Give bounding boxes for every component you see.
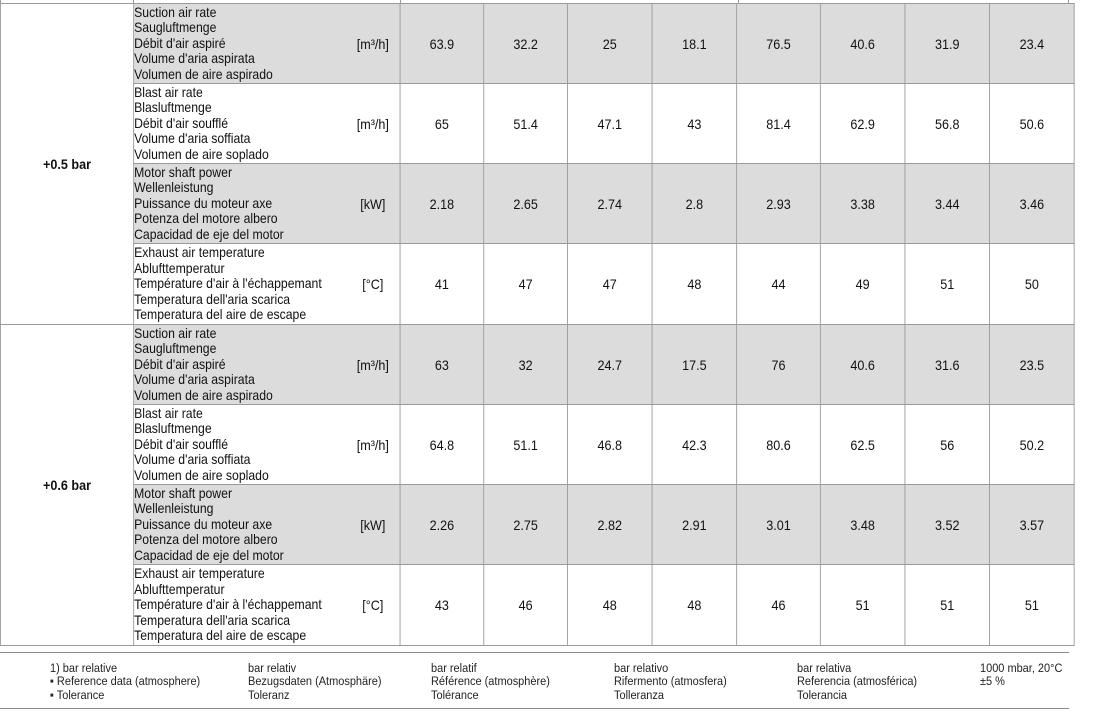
table-row: [0, 405, 1074, 485]
value-cell: 51.1: [484, 405, 568, 485]
value-cell: 2.91: [652, 485, 737, 565]
footnote-col-es: [797, 662, 917, 702]
value-cell: 47: [567, 244, 652, 325]
value-cell: 2.8: [652, 164, 737, 244]
unit-label: [m³/h]: [346, 405, 400, 485]
parameter-label-line: Saugluftmenge: [134, 341, 217, 357]
value-cell: 81.4: [737, 84, 821, 164]
value-cell: 23.5: [990, 325, 1075, 405]
parameter-label-line: Temperatura dell'aria scarica: [134, 291, 291, 307]
unit-label: [m³/h]: [346, 4, 400, 84]
footnote-col-de: [248, 662, 382, 702]
value-cell: 63.9: [400, 4, 484, 84]
parameter-label-line: Débit d'air aspiré: [134, 356, 226, 372]
parameter-label-line: Volume d'aria soffiata: [134, 131, 251, 147]
footnote-text: Tolleranza: [614, 687, 665, 702]
parameter-label-line: Wellenleistung: [134, 180, 214, 196]
footnote-text: ▪ Reference data (atmosphere): [50, 674, 201, 689]
value-cell: 18.1: [652, 4, 737, 84]
parameter-label-line: Débit d'air aspiré: [134, 35, 226, 51]
parameter-label-line: Blast air rate: [134, 405, 203, 421]
value-cell: 51: [990, 565, 1075, 646]
footnote-text: Tolérance: [431, 687, 479, 702]
unit-label: [°C]: [346, 565, 400, 646]
parameter-label-line: Puissance du moteur axe: [134, 516, 273, 532]
footnote-text: bar relativo: [614, 661, 669, 675]
value-cell: 51.4: [484, 84, 568, 164]
table-row: [0, 485, 1074, 565]
footnote-text: ▪ Tolerance: [50, 687, 105, 702]
value-cell: 56: [905, 405, 990, 485]
parameter-label-line: Potenza del motore albero: [134, 211, 278, 227]
footnote-divider: [0, 652, 1069, 653]
value-cell: 44: [737, 244, 821, 325]
parameter-label-line: Saugluftmenge: [134, 20, 217, 36]
parameter-label-line: Motor shaft power: [134, 164, 233, 180]
parameter-label-line: Blast air rate: [134, 84, 203, 100]
parameter-label-line: Capacidad de eje del motor: [134, 226, 284, 242]
parameter-label-line: Puissance du moteur axe: [134, 195, 273, 211]
footnote-text: Référence (atmosphère): [431, 674, 550, 689]
parameter-label-line: Ablufttemperatur: [134, 581, 225, 597]
value-cell: 31.6: [905, 325, 990, 405]
value-cell: 2.82: [567, 485, 652, 565]
parameter-label: [134, 164, 346, 244]
parameter-label: [134, 325, 346, 405]
value-cell: 43: [652, 84, 737, 164]
value-cell: 43: [400, 565, 484, 646]
value-cell: 25: [567, 4, 652, 84]
value-cell: 51: [820, 565, 905, 646]
parameter-label-line: Temperatura dell'aria scarica: [134, 612, 291, 628]
value-cell: 48: [567, 565, 652, 646]
value-cell: 42.3: [652, 405, 737, 485]
value-cell: 3.44: [905, 164, 990, 244]
value-cell: 50: [990, 244, 1075, 325]
value-cell: 56.8: [905, 84, 990, 164]
parameter-label-line: Exhaust air temperature: [134, 566, 265, 582]
footnote-text: bar relativ: [248, 661, 297, 675]
table-row: [0, 565, 1074, 646]
footnote-text: Bezugsdaten (Atmosphäre): [248, 674, 382, 689]
parameter-label-line: Volumen de aire aspirado: [134, 66, 273, 82]
pressure-label: +0.5 bar: [0, 4, 133, 325]
value-cell: 76.5: [737, 4, 821, 84]
value-cell: 76: [737, 325, 821, 405]
footnote-col-en: [50, 662, 200, 702]
table-row: [0, 4, 1074, 84]
value-cell: 51: [905, 565, 990, 646]
parameter-label: [134, 244, 346, 325]
parameter-label-line: Blasluftmenge: [134, 421, 212, 437]
value-cell: 2.93: [737, 164, 821, 244]
parameter-label-line: Exhaust air temperature: [134, 245, 265, 261]
value-cell: 3.52: [905, 485, 990, 565]
footnote-col-values: [980, 662, 1062, 689]
parameter-label-line: Suction air rate: [134, 4, 217, 20]
value-cell: 64.8: [400, 405, 484, 485]
value-cell: 48: [652, 244, 737, 325]
footnote-text: bar relativa: [797, 661, 852, 675]
footnote-text: Tolerancia: [797, 687, 848, 702]
footnote-text: 1000 mbar, 20°C: [980, 661, 1063, 675]
value-cell: 80.6: [737, 405, 821, 485]
value-cell: 62.9: [820, 84, 905, 164]
value-cell: 2.18: [400, 164, 484, 244]
unit-label: [m³/h]: [346, 325, 400, 405]
table-row: [0, 164, 1074, 244]
parameter-label-line: Volumen de aire aspirado: [134, 387, 273, 403]
parameter-label: [134, 485, 346, 565]
pressure-label: +0.6 bar: [0, 325, 133, 646]
value-cell: 40.6: [820, 325, 905, 405]
value-cell: 46: [484, 565, 568, 646]
parameter-label: [134, 405, 346, 485]
value-cell: 3.48: [820, 485, 905, 565]
unit-label: [kW]: [346, 164, 400, 244]
value-cell: 23.4: [990, 4, 1075, 84]
footnote-text: bar relatif: [431, 661, 477, 675]
footnote-text: 1) bar relative: [50, 661, 118, 675]
table-row: [0, 244, 1074, 325]
value-cell: 40.6: [820, 4, 905, 84]
value-cell: 2.75: [484, 485, 568, 565]
parameter-label-line: Température d'air à l'échappemant: [134, 276, 322, 292]
parameter-label-line: Volume d'aria soffiata: [134, 452, 251, 468]
footnote-col-it: [614, 662, 727, 702]
performance-table: [0, 3, 1075, 646]
table-row: [0, 84, 1074, 164]
parameter-label-line: Débit d'air soufflé: [134, 436, 229, 452]
parameter-label-line: Volumen de aire soplado: [134, 146, 269, 162]
footnote-text: Toleranz: [248, 687, 290, 702]
parameter-label-line: Temperatura del aire de escape: [134, 307, 307, 323]
value-cell: 48: [652, 565, 737, 646]
parameter-label-line: Temperatura del aire de escape: [134, 628, 307, 644]
footnote-text: Rifermento (atmosfera): [614, 674, 727, 689]
value-cell: 3.46: [990, 164, 1075, 244]
value-cell: 32.2: [484, 4, 568, 84]
parameter-label-line: Volume d'aria aspirata: [134, 51, 255, 67]
value-cell: 32: [484, 325, 568, 405]
value-cell: 24.7: [567, 325, 652, 405]
value-cell: 3.38: [820, 164, 905, 244]
value-cell: 51: [905, 244, 990, 325]
footnote-col-fr: [431, 662, 550, 702]
footnote-text: Referencia (atmosférica): [797, 674, 918, 689]
value-cell: 3.01: [737, 485, 821, 565]
footnote-text: ±5 %: [980, 674, 1005, 689]
value-cell: 62.5: [820, 405, 905, 485]
parameter-label: [134, 84, 346, 164]
parameter-label-line: Potenza del motore albero: [134, 532, 278, 548]
value-cell: 47.1: [567, 84, 652, 164]
parameter-label-line: Motor shaft power: [134, 485, 233, 501]
unit-label: [m³/h]: [346, 84, 400, 164]
parameter-label: [134, 4, 346, 84]
value-cell: 63: [400, 325, 484, 405]
value-cell: 41: [400, 244, 484, 325]
parameter-label-line: Wellenleistung: [134, 501, 214, 517]
parameter-label-line: Suction air rate: [134, 325, 217, 341]
parameter-label-line: Débit d'air soufflé: [134, 115, 229, 131]
parameter-label-line: Blasluftmenge: [134, 100, 212, 116]
footnote-bottom-rule: [0, 708, 1069, 709]
value-cell: 3.57: [990, 485, 1075, 565]
value-cell: 50.2: [990, 405, 1075, 485]
value-cell: 49: [820, 244, 905, 325]
parameter-label-line: Capacidad de eje del motor: [134, 547, 284, 563]
parameter-label-line: Volumen de aire soplado: [134, 467, 269, 483]
unit-label: [kW]: [346, 485, 400, 565]
parameter-label-line: Volume d'aria aspirata: [134, 372, 255, 388]
value-cell: 46.8: [567, 405, 652, 485]
value-cell: 50.6: [990, 84, 1075, 164]
parameter-label-line: Température d'air à l'échappemant: [134, 597, 322, 613]
value-cell: 2.26: [400, 485, 484, 565]
value-cell: 2.65: [484, 164, 568, 244]
value-cell: 47: [484, 244, 568, 325]
parameter-label-line: Ablufttemperatur: [134, 260, 225, 276]
unit-label: [°C]: [346, 244, 400, 325]
value-cell: 31.9: [905, 4, 990, 84]
value-cell: 2.74: [567, 164, 652, 244]
value-cell: 46: [737, 565, 821, 646]
parameter-label: [134, 565, 346, 646]
table-row: [0, 325, 1074, 405]
value-cell: 17.5: [652, 325, 737, 405]
value-cell: 65: [400, 84, 484, 164]
